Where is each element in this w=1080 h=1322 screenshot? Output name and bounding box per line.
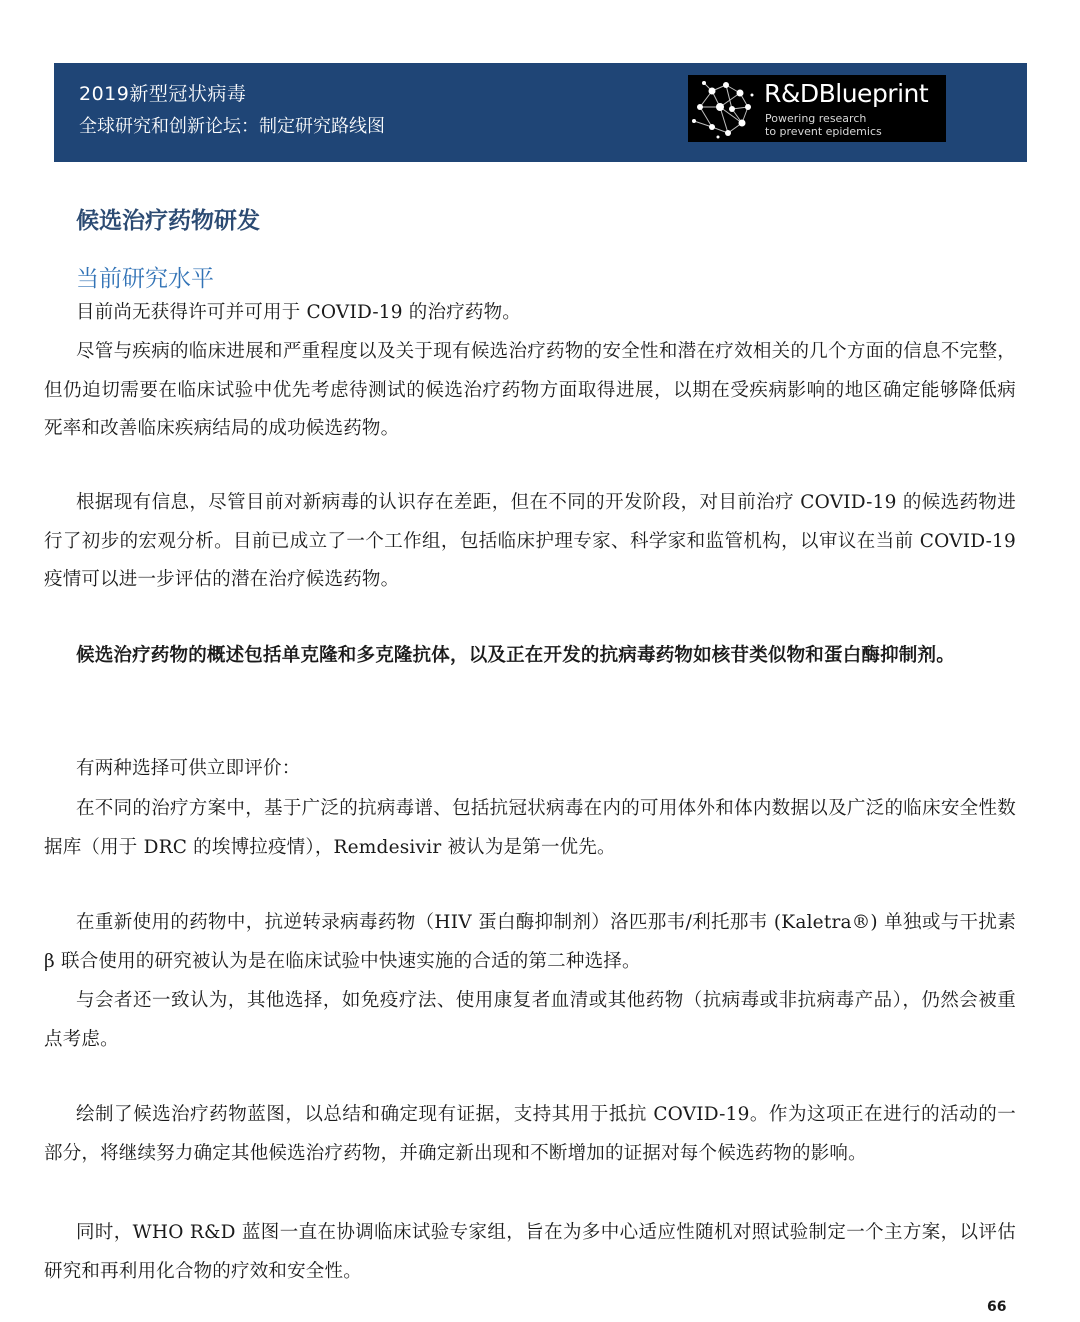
- logo-tagline-line1: Powering research: [765, 112, 867, 125]
- paragraph-5: 有两种选择可供立即评价：: [76, 758, 301, 779]
- logo-tagline-line2: to prevent epidemics: [765, 125, 882, 138]
- paragraph-10: 同时，WHO R&D 蓝图一直在协调临床试验专家组，旨在为多中心适应性随机对照试验制定一个主方案，以评估研究和再利用化合物的疗效和安全性。: [44, 1222, 1016, 1282]
- paragraph-1: 目前尚无获得许可并可用于 COVID-19 的治疗药物。: [76, 302, 521, 323]
- document-header: [54, 63, 1027, 162]
- paragraph-6: 在不同的治疗方案中，基于广泛的抗病毒谱、包括抗冠状病毒在内的可用体外和体内数据以及广泛的临床安全性数据库（用于 DRC 的埃博拉疫情），Remdesivir 被认为是第一优先。: [44, 798, 1016, 858]
- paragraph-2: 尽管与疾病的临床进展和严重程度以及关于现有候选治疗药物的安全性和潜在疗效相关的几个方面的信息不完整，但仍迫切需要在临床试验中优先考虑待测试的候选治疗药物方面取得进展，以期在受疾病影响的地区确定能够降低病死率和改善临床疾病结局的成功候选药物。: [44, 341, 1016, 439]
- logo-name: R&DBlueprint: [764, 79, 929, 108]
- header-title-line2: 全球研究和创新论坛：制定研究路线图: [79, 116, 385, 137]
- page-number: 66: [987, 1299, 1007, 1315]
- subsection-title: 当前研究水平: [76, 266, 214, 292]
- header-title-line1: 2019新型冠状病毒: [79, 83, 247, 105]
- network-globe-icon: [690, 77, 756, 140]
- section-title: 候选治疗药物研发: [76, 208, 260, 234]
- rd-blueprint-logo: [688, 75, 946, 142]
- paragraph-3: 根据现有信息，尽管目前对新病毒的认识存在差距，但在不同的开发阶段，对目前治疗 COVID-19 的候选药物进行了初步的宏观分析。目前已成立了一个工作组，包括临床护理专家、科学家和监管机构，以审议在当前 COVID-19 疫情可以进一步评估的潜在治疗候选药物。: [44, 492, 1016, 590]
- paragraph-9: 绘制了候选治疗药物蓝图，以总结和确定现有证据，支持其用于抵抗 COVID-19。作为这项正在进行的活动的一部分，将继续努力确定其他候选治疗药物，并确定新出现和不断增加的证据对每个候选药物的影响。: [44, 1104, 1016, 1164]
- paragraph-4-bold: 候选治疗药物的概述包括单克隆和多克隆抗体，以及正在开发的抗病毒药物如核苷类似物和蛋白酶抑制剂。: [76, 645, 955, 666]
- paragraph-8: 与会者还一致认为，其他选择，如免疫疗法、使用康复者血清或其他药物（抗病毒或非抗病毒产品），仍然会被重点考虑。: [44, 990, 1016, 1050]
- paragraph-7: 在重新使用的药物中，抗逆转录病毒药物（HIV 蛋白酶抑制剂）洛匹那韦/利托那韦 (Kaletra®) 单独或与干扰素 β 联合使用的研究被认为是在临床试验中快速实施的合适的第二种选择。: [44, 912, 1016, 972]
